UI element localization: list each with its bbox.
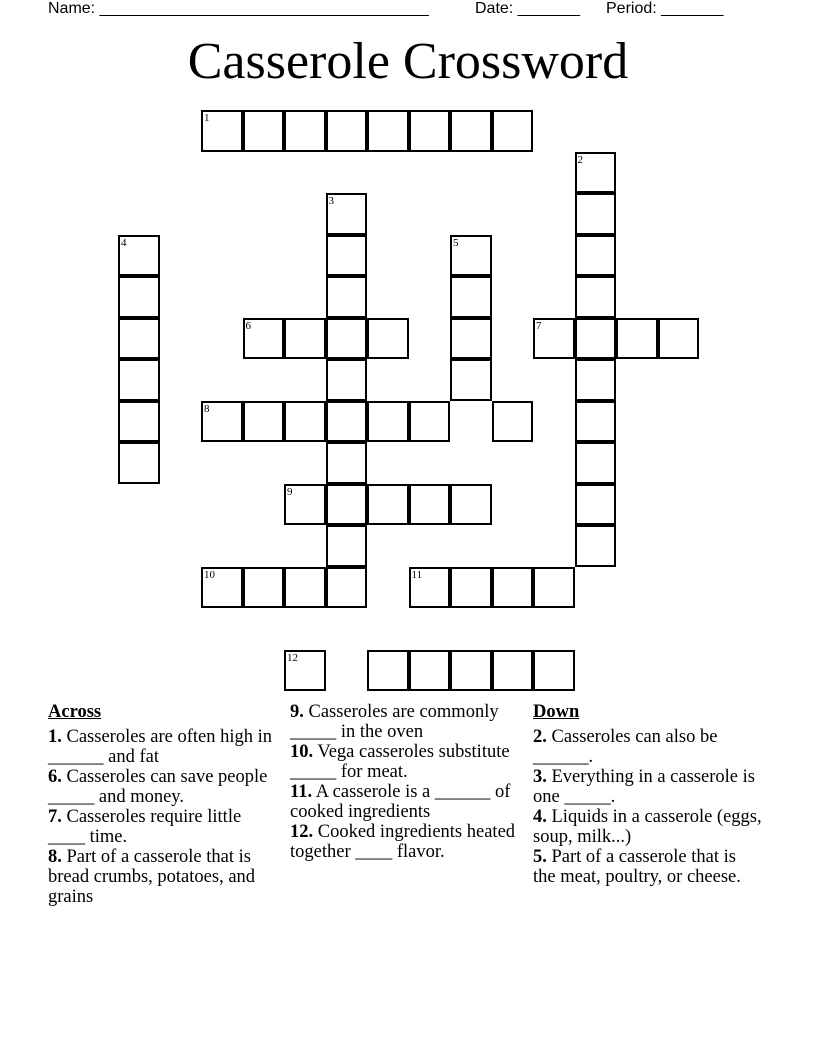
across-clues-continued: [290, 702, 526, 862]
grid-cell[interactable]: [118, 276, 160, 318]
grid-cell[interactable]: [367, 484, 409, 526]
grid-cell[interactable]: [284, 567, 326, 609]
grid-cell[interactable]: [533, 567, 575, 609]
cell-number: 12: [287, 651, 298, 664]
grid-cell[interactable]: [243, 110, 285, 152]
period-field-label: Period: _______: [606, 0, 724, 17]
clue-6: 6. Casseroles can save people _____ and money.: [48, 767, 268, 807]
clue-1: 1. Casseroles are often high in ______ and fat: [48, 727, 272, 767]
across-clues: [48, 702, 280, 907]
grid-cell[interactable]: [118, 235, 160, 277]
grid-cell[interactable]: [326, 484, 368, 526]
grid-cell[interactable]: [243, 401, 285, 443]
grid-cell[interactable]: [326, 359, 368, 401]
cell-number: 5: [453, 236, 459, 249]
grid-cell[interactable]: [326, 567, 368, 609]
page-title: Casserole Crossword: [187, 33, 629, 90]
clue-9: 9. Casseroles are commonly _____ in the oven: [290, 702, 499, 742]
grid-cell[interactable]: [326, 110, 368, 152]
clue-5: 5. Part of a casserole that is the meat, poultry, or cheese.: [533, 847, 741, 887]
grid-cell[interactable]: [409, 401, 451, 443]
grid-cell[interactable]: [450, 567, 492, 609]
grid-cell[interactable]: [575, 193, 617, 235]
grid-cell[interactable]: [450, 235, 492, 277]
cell-number: 8: [204, 402, 210, 415]
grid-cell[interactable]: [450, 276, 492, 318]
grid-cell[interactable]: [284, 110, 326, 152]
grid-cell[interactable]: [575, 484, 617, 526]
grid-cell[interactable]: [326, 401, 368, 443]
grid-cell[interactable]: [201, 110, 243, 152]
grid-cell[interactable]: [450, 650, 492, 692]
grid-cell[interactable]: [367, 318, 409, 360]
grid-cell[interactable]: [326, 276, 368, 318]
cell-number: 10: [204, 568, 215, 581]
grid-cell[interactable]: [367, 110, 409, 152]
grid-cell[interactable]: [492, 401, 534, 443]
grid-cell[interactable]: [409, 110, 451, 152]
down-heading: Down: [533, 702, 580, 722]
grid-cell[interactable]: [201, 567, 243, 609]
grid-cell[interactable]: [450, 484, 492, 526]
grid-cell[interactable]: [575, 442, 617, 484]
grid-cell[interactable]: [533, 650, 575, 692]
name-field-label: Name: _____________________________________: [48, 0, 429, 17]
grid-cell[interactable]: [450, 110, 492, 152]
cell-number: 9: [287, 485, 293, 498]
grid-cell[interactable]: [409, 567, 451, 609]
grid-cell[interactable]: [284, 650, 326, 692]
grid-cell[interactable]: [326, 442, 368, 484]
grid-cell[interactable]: [575, 318, 617, 360]
grid-cell[interactable]: [201, 401, 243, 443]
cell-number: 2: [577, 153, 583, 166]
clue-10: 10. Vega casseroles substitute _____ for meat.: [290, 742, 510, 782]
grid-cell[interactable]: [450, 359, 492, 401]
clue-12: 12. Cooked ingredients heated together ____ flavor.: [290, 822, 516, 862]
cell-number: 7: [536, 319, 542, 332]
grid-cell[interactable]: [492, 650, 534, 692]
grid-cell[interactable]: [367, 401, 409, 443]
cell-number: 1: [204, 112, 210, 124]
grid-cell[interactable]: [243, 567, 285, 609]
grid-cell[interactable]: [492, 567, 534, 609]
grid-cell[interactable]: [575, 359, 617, 401]
clue-11: 11. A casserole is a ______ of cooked ingredients: [290, 782, 511, 822]
grid-cell[interactable]: [284, 318, 326, 360]
grid-cell[interactable]: [118, 318, 160, 360]
grid-cell[interactable]: [326, 525, 368, 567]
grid-cell[interactable]: [575, 401, 617, 443]
clue-7: 7. Casseroles require little ____ time.: [48, 807, 242, 847]
grid-cell[interactable]: [367, 650, 409, 692]
grid-cell[interactable]: [575, 235, 617, 277]
grid-cell[interactable]: [243, 318, 285, 360]
grid-cell[interactable]: [492, 110, 534, 152]
grid-cell[interactable]: [409, 650, 451, 692]
grid-cell[interactable]: [284, 484, 326, 526]
cell-number: 11: [411, 568, 423, 581]
down-clues: [533, 702, 763, 887]
grid-cell[interactable]: [533, 318, 575, 360]
grid-cell[interactable]: [575, 276, 617, 318]
grid-cell[interactable]: [575, 152, 617, 194]
grid-cell[interactable]: [326, 235, 368, 277]
grid-cell[interactable]: [326, 193, 368, 235]
grid-cell[interactable]: [575, 525, 617, 567]
grid-cell[interactable]: [326, 318, 368, 360]
clue-4: 4. Liquids in a casserole (eggs, soup, milk...): [533, 807, 762, 847]
grid-cell[interactable]: [284, 401, 326, 443]
grid-cell[interactable]: [118, 401, 160, 443]
cell-number: 6: [245, 319, 251, 332]
clue-3: 3. Everything in a casserole is one _____.: [533, 767, 755, 807]
grid-cell[interactable]: [450, 318, 492, 360]
cell-number: 3: [328, 195, 334, 207]
grid-cell[interactable]: [616, 318, 658, 360]
clue-2: 2. Casseroles can also be ______.: [533, 727, 718, 767]
date-field-label: Date: _______: [475, 0, 580, 17]
across-heading: Across: [48, 702, 102, 722]
clue-8: 8. Part of a casserole that is bread crumbs, potatoes, and grains: [48, 847, 256, 907]
grid-cell[interactable]: [118, 442, 160, 484]
cell-number: 4: [121, 236, 127, 249]
grid-cell[interactable]: [118, 359, 160, 401]
grid-cell[interactable]: [658, 318, 700, 360]
grid-cell[interactable]: [409, 484, 451, 526]
